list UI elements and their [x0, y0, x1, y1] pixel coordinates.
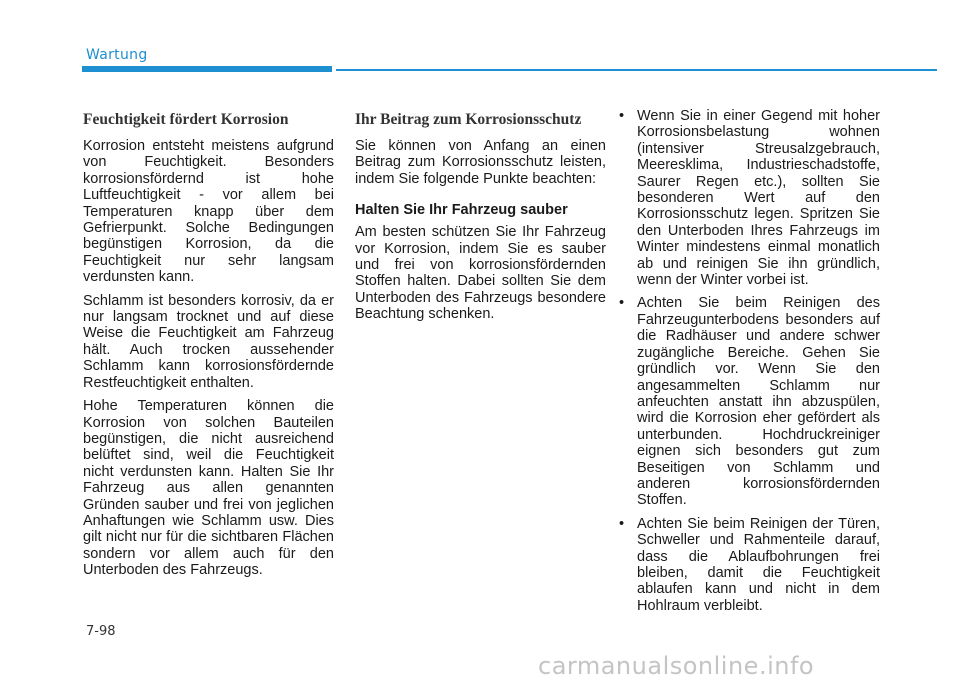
- bullet-list: [615, 108, 880, 614]
- header-rule-thin: [336, 69, 937, 71]
- list-item: [615, 108, 880, 288]
- column-tips: [615, 108, 880, 621]
- paragraph: Hohe Temperaturen können die Korrosion von solchen Bauteilen begünstigen, die nicht ausreichend belüftet sind, weil die Feuchtigkeit nicht verdunsten kann. Halten Sie Ihr Fahrzeug aus allen genannten Gründen sauber und frei von jeglichen Anhaftungen wie Schlamm usw. Dies gilt nicht nur für die sichtbaren Flächen sondern vor allem auch für den Unterboden des Fahrzeugs.: [83, 398, 334, 579]
- bullet-icon: •: [619, 515, 625, 532]
- bullet-icon: •: [619, 295, 625, 312]
- page-number: 7-98: [86, 624, 116, 639]
- watermark: carmanualsonline.info: [538, 652, 815, 680]
- list-item-text: Wenn Sie in einer Gegend mit hoher Korrosionsbelastung wohnen (intensiver Streusalzgebrauch, Meeresklima, Industrieschadstoffe, Saurer Regen etc.), sollten Sie besonderen Wert auf den Korrosionsschutz legen. Spritzen Sie den Unterboden Ihres Fahrzeugs im Winter mindestens einmal monatlich ab und reinigen Sie ihn gründlich, wenn der Winter vorbei ist.: [637, 108, 880, 289]
- paragraph-intro: Sie können von Anfang an einen Beitrag zum Korrosionsschutz leisten, indem Sie folgende Punkte beachten:: [355, 138, 606, 187]
- subheading-keep-clean: Halten Sie Ihr Fahrzeug sauber: [355, 202, 568, 219]
- list-item-text: Achten Sie beim Reinigen des Fahrzeugunterbodens besonders auf die Radhäuser und andere schwer zugängliche Bereiche. Gehen Sie gründlich vor. Wenn Sie den angesammelten Schlamm nur anfeuchten anstatt ihn abzuspülen, wird die Korrosion eher gefördert als unterbunden. Hochdruckreiniger eignen sich besonders gut zum Beseitigen von Schlamm und anderen korrosionsfördernden Stoffen.: [637, 295, 880, 509]
- paragraph: Am besten schützen Sie Ihr Fahrzeug vor Korrosion, indem Sie es sauber und frei von korrosionsfördernden Stoffen halten. Dabei sollten Sie dem Unterboden des Fahrzeugs besondere Beachtung schenken.: [355, 224, 606, 323]
- header-rule-thick: [82, 66, 332, 72]
- heading-contribution: Ihr Beitrag zum Korrosionsschutz: [355, 111, 582, 128]
- column-contribution: [355, 111, 606, 330]
- column-moisture: [83, 111, 334, 586]
- section-title: Wartung: [86, 47, 148, 63]
- heading-moisture: Feuchtigkeit fördert Korrosion: [83, 111, 289, 128]
- list-item: [615, 295, 880, 508]
- list-item: [615, 516, 880, 614]
- bullet-icon: •: [619, 108, 625, 124]
- paragraph: Korrosion entsteht meistens aufgrund von Feuchtigkeit. Besonders korrosionsfördernd ist hohe Luftfeuchtigkeit - vor allem bei Temperaturen knapp über dem Gefrierpunkt. Solche Bedingungen begünstigen Korrosion, da die Feuchtigkeit nur sehr langsam verdunsten kann.: [83, 138, 334, 286]
- paragraph: Schlamm ist besonders korrosiv, da er nur langsam trocknet und auf diese Weise die Feuchtigkeit am Fahrzeug hält. Auch trocken aussehender Schlamm kann korrosionsfördernde Restfeuchtigkeit enthalten.: [83, 292, 334, 391]
- list-item-text: Achten Sie beim Reinigen der Türen, Schweller und Rahmenteile darauf, dass die Ablaufbohrungen frei bleiben, damit die Feuchtigkeit ablaufen kann und nicht in dem Hohlraum verbleibt.: [637, 515, 880, 614]
